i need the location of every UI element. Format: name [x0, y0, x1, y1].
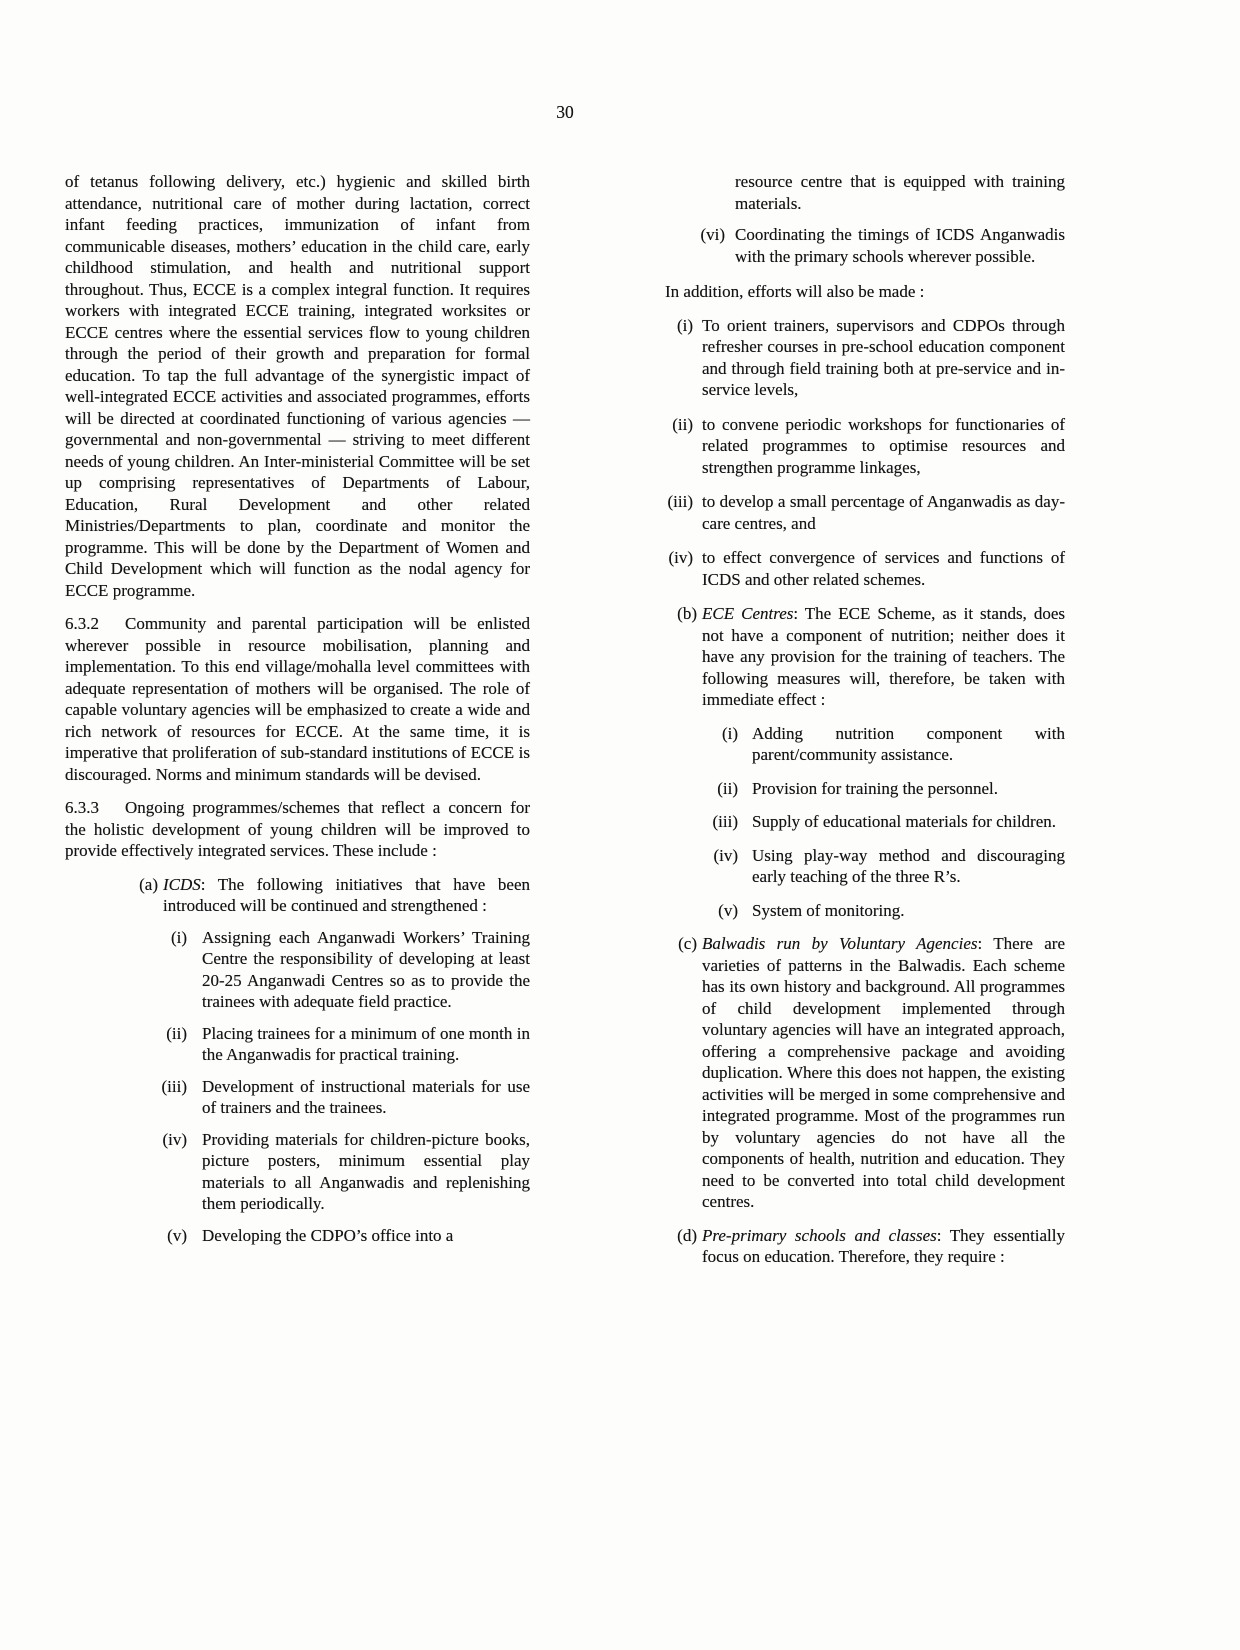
list-item-b-v	[718, 900, 1065, 922]
right-column	[635, 171, 1065, 1280]
item-a-iii-text: Development of instructional materials for use of trainers and the trainees.	[202, 1076, 530, 1117]
addition-item-i-text: To orient trainers, supervisors and CDPOs through refresher courses in pre-school education component and through field training both at pre-service and in-service levels,	[702, 315, 1065, 399]
addition-item-iv-label: (iv)	[668, 548, 693, 567]
item-d-lead: Pre-primary schools and classes	[702, 1225, 937, 1245]
item-b-iv-label: (iv)	[713, 845, 738, 865]
item-a-i-text: Assigning each Anganwadi Workers’ Training Centre the responsibility of developing at least 20-25 Anganwadi Centres so as to provide the trainees with adequate field practice.	[202, 927, 530, 1011]
list-item-a-ii	[166, 1023, 530, 1066]
addition-item-ii-text: to convene periodic workshops for functionaries of related programmes to optimise resources and strengthen programme linkages,	[702, 414, 1065, 477]
item-a-v-continuation: resource centre that is equipped with training materials.	[735, 172, 1065, 213]
item-b-lead: ECE Centres	[702, 604, 794, 623]
list-item-b-iii	[712, 811, 1065, 833]
in-addition-intro: In addition, efforts will also be made :	[665, 282, 925, 301]
list-item-a	[139, 874, 530, 917]
addition-item-iii	[667, 491, 1065, 534]
section-6-3-3-text: Ongoing programmes/schemes that reflect a concern for the holistic development of young children will be improved to provide effectively integrated services. These include :	[65, 798, 530, 860]
item-c-text: : There are varieties of patterns in the Balwadis. Each scheme has its own history and background. All programmes of child development implemented through voluntary agencies will have an integrated approach, offering a comprehensive package and avoiding duplication. Where this does not happen, the existing activities will be merged in some comprehensive and integrated programme. Most of the programmes run by voluntary agencies do not have all the components of health, nutrition and education. They need to be converted into total child development centres.	[702, 934, 1065, 1211]
item-d-text: : They essentially focus on education. Therefore, they require :	[702, 1225, 1066, 1266]
list-item-a-i	[170, 927, 530, 1013]
item-a-v-text: Developing the CDPO’s office into a	[202, 1225, 454, 1245]
item-b-text: : The ECE Scheme, as it stands, does not have a component of nutrition; neither does it have any provision for the training of teachers. The following measures will, therefore, be taken with immediate effect :	[702, 604, 1065, 709]
section-number-6-3-2: 6.3.2	[65, 614, 99, 633]
addition-item-iv-text: to effect convergence of services and functions of ICDS and other related schemes.	[702, 548, 1065, 589]
item-a-iv-label: (iv)	[162, 1129, 187, 1149]
item-a-v-label: (v)	[167, 1225, 187, 1245]
item-a-ii-label: (ii)	[166, 1023, 187, 1043]
item-a-vi-label: (vi)	[700, 225, 725, 244]
item-a-i-label: (i)	[170, 927, 187, 947]
list-item-a-iv	[162, 1129, 530, 1215]
list-item-b-i	[721, 723, 1065, 766]
item-c-lead: Balwadis run by Voluntary Agencies	[702, 934, 978, 953]
item-a-vi-text: Coordinating the timings of ICDS Anganwadis with the primary schools wherever possible.	[735, 225, 1065, 266]
addition-item-i-label: (i)	[676, 315, 693, 335]
addition-item-ii	[672, 414, 1065, 479]
addition-item-iv	[668, 547, 1065, 590]
item-b-iii-label: (iii)	[712, 812, 738, 831]
list-item-a-v	[167, 1225, 530, 1247]
item-b-v-text: System of monitoring.	[752, 900, 905, 920]
list-item-b-iv	[713, 845, 1065, 888]
addition-item-iii-label: (iii)	[667, 492, 693, 511]
addition-item-iii-text: to develop a small percentage of Anganwadis as day-care centres, and	[702, 492, 1065, 533]
item-b-iv-text: Using play-way method and discouraging early teaching of the three R’s.	[752, 845, 1065, 886]
list-item-b-ii	[717, 778, 1065, 800]
addition-item-ii-label: (ii)	[672, 414, 693, 434]
list-item-c	[678, 933, 1065, 1213]
section-number-6-3-3: 6.3.3	[65, 798, 99, 817]
item-a-iv-text: Providing materials for children-picture books, picture posters, minimum essential play materials to all Anganwadis and replenishing them periodically.	[202, 1129, 530, 1213]
addition-item-i	[676, 315, 1065, 401]
item-d-label: (d)	[677, 1225, 697, 1245]
item-a-lead: ICDS	[163, 874, 201, 894]
item-b-i-label: (i)	[721, 723, 738, 743]
section-6-3-2-text: Community and parental participation will be enlisted wherever possible in resource mobilisation, planning and implementation. To this end village/mohalla level committees with adequate representation of mothers will be organised. The role of capable voluntary agencies will be emphasized to create a wide and rich network of resources for ECCE. At the same time, it is imperative that proliferation of sub-standard institutions of ECCE is discouraged. Norms and minimum standards will be devised.	[65, 614, 530, 784]
item-a-ii-text: Placing trainees for a minimum of one month in the Anganwadis for practical training.	[202, 1023, 530, 1064]
item-b-v-label: (v)	[718, 900, 738, 920]
item-b-ii-label: (ii)	[717, 778, 738, 798]
item-a-iii-label: (iii)	[161, 1076, 187, 1096]
item-b-ii-text: Provision for training the personnel.	[752, 778, 998, 798]
paragraph-continuation: of tetanus following delivery, etc.) hygienic and skilled birth attendance, nutritional care of mother during lactation, correct infant feeding practices, immunization of infant from communicable diseases, mothers’ education in the child care, early childhood stimulation, and health and nutritional support throughout. Thus, ECCE is a complex integral function. It requires workers with integrated ECCE training, integrated worksites or ECCE centres where the essential services flow to young children through the period of their growth and preparation for formal education. To tap the full advantage of the synergistic impact of well-integrated ECCE activities and associated programmes, efforts will be directed at coordinated functioning of various agencies — governmental and non-governmental — striving to meet different needs of young children. An Inter-ministerial Committee will be set up comprising representatives of Departments of Labour, Education, Rural Development and other related Ministries/Departments to plan, coordinate and monitor the programme. This will be done by the Department of Women and Child Development which will function as the nodal agency for ECCE programme.	[65, 172, 530, 600]
section-6-3-2	[65, 613, 530, 785]
item-a-label: (a)	[139, 874, 158, 894]
item-a-text: : The following initiatives that have been introduced will be continued and strengthened :	[163, 874, 530, 915]
list-item-a-iii	[161, 1076, 530, 1119]
item-b-iii-text: Supply of educational materials for children.	[752, 812, 1057, 831]
list-item-b	[677, 603, 1065, 711]
item-b-label: (b)	[677, 604, 697, 623]
list-item-d	[677, 1225, 1066, 1268]
list-item-a-vi	[700, 224, 1065, 267]
item-b-i-text: Adding nutrition component with parent/community assistance.	[752, 723, 1065, 764]
page-number: 30	[556, 102, 574, 122]
section-6-3-3	[65, 797, 530, 862]
item-c-label: (c)	[678, 934, 697, 953]
two-column-layout	[65, 171, 1065, 1280]
left-column	[65, 171, 530, 1280]
